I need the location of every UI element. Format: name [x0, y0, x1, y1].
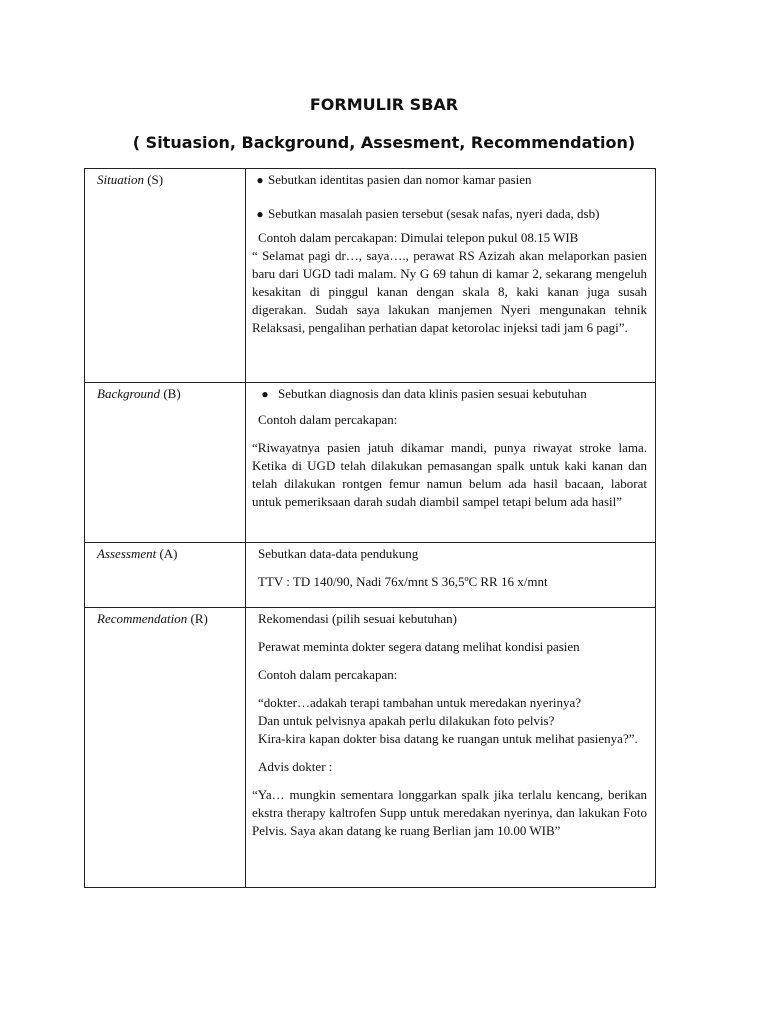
advice-label: Advis dokter : — [258, 759, 333, 774]
background-code: (B) — [163, 386, 181, 401]
background-example-intro: Contoh dalam percakapan: — [258, 412, 398, 427]
form-subtitle: ( Situasion, Background, Assesment, Recommendation) — [132, 133, 636, 152]
recommendation-label: Recommendation — [97, 611, 188, 626]
background-bullet-1: ● Sebutkan diagnosis dan data klinis pasien sesuai kebutuhan — [252, 385, 647, 403]
assessment-line-2: TTV : TD 140/90, Nadi 76x/mnt S 36,5ºC RR 16 x/mnt — [258, 574, 548, 589]
bullet-icon: ● — [256, 173, 264, 187]
background-quote: “Riwayatnya pasien jatuh dikamar mandi, punya riwayat stroke lama. Ketika di UGD telah dilakukan pemasangan spalk untuk kaki kanan dan telah dilakukan rontgen femur namun belum ada hasil bacaan, laborat untuk pemeriksaan darah sudah diambil sampel tetapi belum ada hasil” — [252, 440, 647, 509]
situation-code: (S) — [147, 172, 164, 187]
sbar-table — [84, 168, 656, 888]
situation-row — [85, 169, 656, 383]
advice-quote: “Ya… mungkin sementara longgarkan spalk jika terlalu kencang, berikan ekstra therapy kaltrofen Supp untuk meredakan nyerinya, dan lakukan Foto Pelvis. Saya akan datang ke ruang Berlian jam 10.00 WIB” — [252, 787, 647, 838]
recommendation-code: (R) — [190, 611, 208, 626]
bullet-icon: ● — [261, 387, 269, 401]
situation-content-cell — [246, 169, 656, 383]
background-row — [85, 383, 656, 543]
background-content-cell — [246, 383, 656, 543]
situation-label-cell — [85, 169, 246, 383]
form-title: FORMULIR SBAR — [309, 95, 459, 114]
background-label: Background — [97, 386, 161, 401]
recommendation-example-intro: Contoh dalam percakapan: — [258, 667, 398, 682]
situation-example-intro: Contoh dalam percakapan: Dimulai telepon pukul 08.15 WIB — [258, 230, 579, 245]
recommendation-content-cell — [246, 608, 656, 888]
assessment-line-1: Sebutkan data-data pendukung — [258, 546, 419, 561]
assessment-content-cell — [246, 543, 656, 608]
recommendation-quote — [252, 694, 647, 748]
recommendation-line-1: Rekomendasi (pilih sesuai kebutuhan) — [258, 611, 457, 626]
recommendation-quote-line-2: Dan untuk pelvisnya apakah perlu dilakukan foto pelvis? — [258, 713, 555, 728]
background-label-cell — [85, 383, 246, 543]
recommendation-label-cell — [85, 608, 246, 888]
situation-quote: “ Selamat pagi dr…, saya…., perawat RS Azizah akan melaporkan pasien baru dari UGD tadi malam. Ny G 69 tahun di kamar 2, sekarang mengeluh kesakitan di pinggul kanan dengan skala 8, kaki kanan juga susah digerakan. Sudah saya lakukan manjemen Nyeri mengunakan tehnik Relaksasi, pengalihan perhatian dapat ketorolac injeksi tadi jam 6 pagi”. — [252, 248, 647, 335]
bullet-icon: ● — [256, 207, 264, 221]
recommendation-row — [85, 608, 656, 888]
recommendation-line-2: Perawat meminta dokter segera datang melihat kondisi pasien — [258, 639, 580, 654]
recommendation-quote-line-3: Kira-kira kapan dokter bisa datang ke ruangan untuk melihat pasienya?”. — [258, 731, 638, 746]
recommendation-quote-line-1: “dokter…adakah terapi tambahan untuk meredakan nyerinya? — [258, 695, 582, 710]
assessment-code: (A) — [159, 546, 178, 561]
assessment-label: Assessment — [97, 546, 157, 561]
situation-bullet-1: ● Sebutkan identitas pasien dan nomor kamar pasien — [252, 171, 647, 189]
situation-label: Situation — [97, 172, 144, 187]
situation-bullet-2: ● Sebutkan masalah pasien tersebut (sesak nafas, nyeri dada, dsb) — [252, 205, 647, 223]
assessment-row — [85, 543, 656, 608]
assessment-label-cell — [85, 543, 246, 608]
